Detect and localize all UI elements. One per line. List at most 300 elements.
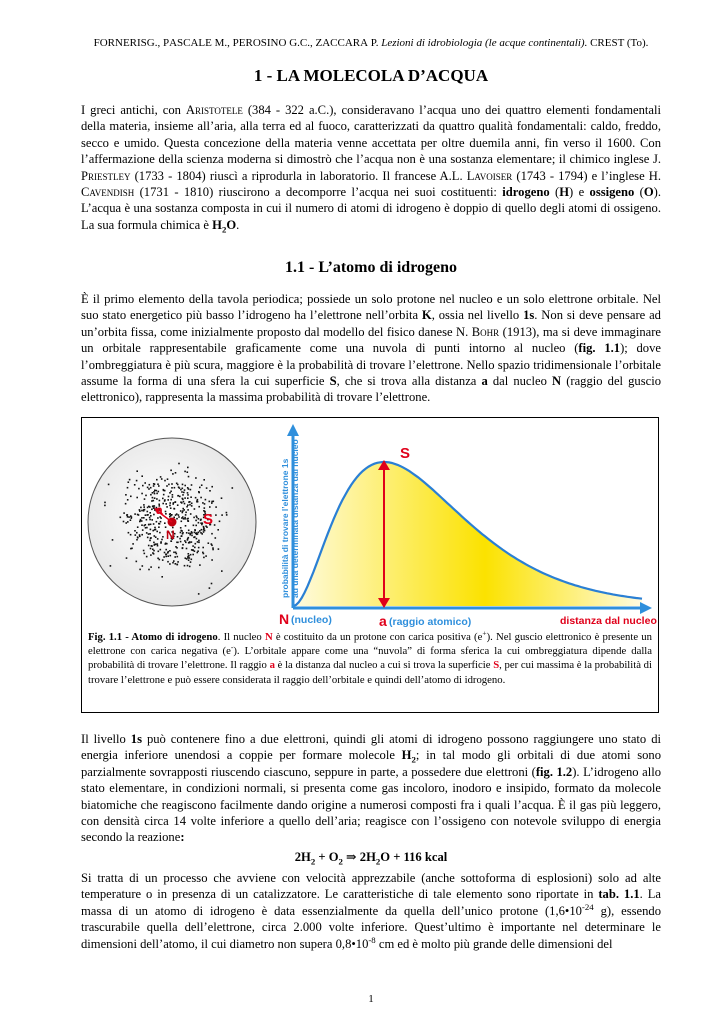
electron-dot [169,492,171,494]
electron-dot [147,537,149,539]
electron-dot [128,481,130,483]
electron-dot [183,501,185,503]
electron-dot [167,499,169,501]
electron-dot [199,487,201,489]
electron-dot [208,542,210,544]
electron-dot [191,503,193,505]
electron-dot [206,487,208,489]
electron-dot [156,479,158,481]
electron-dot [167,555,169,557]
page-number: 1 [368,993,374,1005]
electron-dot [157,483,159,485]
electron-dot [182,516,184,518]
electron-dot [143,506,145,508]
electron-dot [211,533,213,535]
axis-a-note: (raggio atomico) [389,616,472,628]
electron-dot [162,559,164,561]
electron-dot [141,534,143,536]
electron-dot [176,542,178,544]
electron-dot [150,548,152,550]
electron-dot [191,505,193,507]
electron-dot [153,483,155,485]
electron-dot [170,507,172,509]
electron-dot [160,549,162,551]
electron-dot [151,545,153,547]
electron-dot [143,510,145,512]
electron-dot [162,536,164,538]
electron-dot [167,561,169,563]
electron-dot [150,566,152,568]
electron-dot [187,504,189,506]
electron-dot [147,487,149,489]
electron-dot [204,507,206,509]
electron-dot [173,552,175,554]
electron-dot [188,537,190,539]
electron-dot [183,518,185,520]
electron-dot [175,501,177,503]
electron-dot [125,494,127,496]
electron-dot [172,503,174,505]
electron-dot [130,496,132,498]
electron-dot [179,496,181,498]
electron-dot [191,535,193,537]
electron-dot [191,484,193,486]
electron-dot [182,548,184,550]
electron-dot [191,531,193,533]
electron-dot [149,540,151,542]
electron-dot [196,500,198,502]
electron-dot [138,514,140,516]
electron-dot [176,553,178,555]
electron-dot [151,509,153,511]
electron-dot [148,533,150,535]
electron-dot [182,498,184,500]
electron-dot [209,587,211,589]
electron-dot [190,561,192,563]
electron-dot [182,512,184,514]
electron-dot [154,529,156,531]
electron-dot [145,524,147,526]
electron-dot [149,533,151,535]
electron-dot [141,475,143,477]
electron-dot [190,554,192,556]
electron-dot [182,510,184,512]
electron-dot [146,532,148,534]
electron-dot [201,484,203,486]
electron-dot [149,506,151,508]
electron-dot [154,490,156,492]
electron-dot [169,514,171,516]
reaction-equation: $2H_2 + O_2$ ⇒ $2H_2O + 116$ kcal [294,850,448,867]
electron-dot [158,485,160,487]
electron-dot [195,533,197,535]
electron-dot [221,514,223,516]
electron-dot [145,495,147,497]
electron-dot [159,559,161,561]
electron-dot [158,526,160,528]
electron-dot [187,467,189,469]
electron-dot [189,504,191,506]
electron-dot [145,527,147,529]
electron-dot [203,531,205,533]
electron-dot [128,516,130,518]
electron-dot [171,483,173,485]
electron-dot [194,532,196,534]
electron-dot [198,518,200,520]
electron-dot [170,499,172,501]
electron-dot [185,514,187,516]
electron-dot [150,554,152,556]
electron-dot [140,507,142,509]
electron-dot [178,463,180,465]
electron-dot [141,517,143,519]
electron-dot [211,583,213,585]
electron-dot [188,520,190,522]
electron-dot [215,537,217,539]
electron-dot [187,471,189,473]
electron-dot [203,529,205,531]
electron-dot [136,480,138,482]
electron-dot [154,535,156,537]
electron-dot [137,526,139,528]
electron-dot [177,536,179,538]
electron-dot [211,501,213,503]
electron-dot [199,530,201,532]
electron-dot [172,494,174,496]
electron-dot [164,552,166,554]
electron-dot [185,525,187,527]
electron-dot [141,524,143,526]
electron-dot [152,552,154,554]
electron-dot [177,561,179,563]
electron-dot [203,479,205,481]
electron-dot [146,519,148,521]
electron-dot [211,502,213,504]
electron-dot [211,543,213,545]
electron-dot [162,498,164,500]
electron-dot [198,491,200,493]
electron-dot [200,532,202,534]
intro-paragraph: I greci antichi, con Aristotele (384 - 322 a.C.), consideravano l’acqua uno dei quattro elementi fondamentali della materia, insieme all’aria, alla terra ed al fuoco, caratterizzati da quattro qualità fondamentali: caldo, freddo, secco e umido. Questa concezione della materia venne accettata per oltre duemila anni, fin verso il 1600. Con l’affermazione della scienza moderna si dimostrò che l’acqua non è una sostanza elementare; il chimico inglese J. Priestley (1733 - 1804) riuscì a riprodurla in laboratorio. Il francese A.L. Lavoiser (1743 - 1794) e l’inglese H. Cavendish (1731 - 1810) riuscirono a decomporre l’acqua nei suoi costituenti: idrogeno (H) e ossigeno (O). L’acqua è una sostanza composta in cui il numero di atomi di idrogeno è doppio di quello degli atomi di ossigeno. La sua formula chimica è $H_2O$. [81,103,662,235]
axis-N-label: N [279,611,290,627]
axis-a-label: a [379,613,387,628]
electron-dot [166,485,168,487]
electron-dot [177,504,179,506]
electron-dot [132,543,134,545]
electron-dot [158,491,160,493]
electron-dot [152,505,154,507]
electron-dot [177,556,179,558]
electron-dot [175,563,177,565]
electron-dot [152,492,154,494]
electron-dot [153,500,155,502]
electron-dot [138,488,140,490]
electron-dot [172,473,174,475]
electron-dot [158,567,160,569]
electron-dot [177,495,179,497]
electron-dot [134,484,136,486]
electron-dot [177,484,179,486]
y-axis-arrow [287,424,299,436]
electron-dot [167,478,169,480]
electron-dot [150,494,152,496]
electron-dot [195,497,197,499]
electron-dot [154,544,156,546]
electron-dot [198,542,200,544]
electron-dot [125,522,127,524]
electron-dot [221,497,223,499]
electron-dot [195,543,197,545]
electron-dot [160,476,162,478]
electron-dot [194,529,196,531]
electron-dot [129,479,131,481]
electron-dot [171,487,173,489]
electron-dot [144,482,146,484]
electron-dot [130,515,132,517]
electron-dot [187,518,189,520]
electron-dot [179,538,181,540]
electron-dot [150,524,152,526]
electron-dot [184,540,186,542]
electron-dot [169,550,171,552]
electron-dot [163,556,165,558]
electron-dot [182,544,184,546]
electron-dot [194,547,196,549]
electron-dot [178,514,180,516]
electron-dot [186,558,188,560]
electron-dot [161,539,163,541]
electron-dot [147,514,149,516]
electron-dot [127,499,129,501]
electron-dot [154,497,156,499]
electron-dot [190,513,192,515]
electron-dot [187,494,189,496]
electron-dot [135,534,137,536]
electron-dot [163,489,165,491]
electron-dot [202,502,204,504]
electron-dot [163,494,165,496]
electron-dot [143,504,145,506]
electron-dot [175,472,177,474]
electron-dot [188,559,190,561]
electron-dot [218,548,220,550]
electron-dot [127,516,129,518]
electron-dot [186,506,188,508]
electron-dot [187,565,189,567]
electron-dot [104,502,106,504]
electron-dot [217,529,219,531]
electron-dot [154,527,156,529]
electron-dot [134,513,136,515]
electron-dot [211,559,213,561]
electron-dot [195,525,197,527]
electron-dot [198,506,200,508]
electron-dot [136,561,138,563]
electron-dot [139,569,141,571]
electron-dot [150,487,152,489]
electron-dot [112,539,114,541]
electron-dot [191,541,193,543]
electron-dot [127,487,129,489]
electron-dot [188,530,190,532]
y-axis-label-2: ad una determinata distanza dal nucleo [290,439,300,598]
electron-dot [153,491,155,493]
electron-dot [175,514,177,516]
electron-dot [137,537,139,539]
electron-dot [164,522,166,524]
electron-dot [166,553,168,555]
electron-dot [136,532,138,534]
electron-dot [199,564,201,566]
electron-dot [150,529,152,531]
electron-dot [141,510,143,512]
electron-dot [172,562,174,564]
electron-dot [150,515,152,517]
electron-dot [134,530,136,532]
electron-dot [149,519,151,521]
electron-dot [184,489,186,491]
running-header: FORNERISG., PASCALE M., PEROSINO G.C., ZACCARA P. Lezioni di idrobiologia (le acque continentali). CREST (To). [93,37,649,49]
electron-dot [185,542,187,544]
electron-dot [123,521,125,523]
electron-dot [198,532,200,534]
figure-graphics [82,418,658,628]
electron-dot [170,470,172,472]
electron-dot [212,547,214,549]
electron-dot [157,538,159,540]
properties-paragraph: Si tratta di un processo che avviene con velocità apprezzabile (anche sottoforma di esplosioni) solo ad alte temperature o in presenza di un catalizzatore. Le caratteristiche di tale elemento sono riportate in tab. 1.1. La massa di un atomo di idrogeno è data essenzialmente da quella dell’unico protone ($1,6•10^{-24}$ g), essendo trascurabile quella dell’elettrone, circa 2.000 volte inferiore. Quest’ultimo è importante nel determinare le dimensioni dell’atomo, il cui diametro non supera $0,8•10^{-8}$ cm ed è molto più grande delle dimensioni del [81,871,661,951]
electron-dot [198,540,200,542]
electron-dot [146,556,148,558]
electron-dot [186,532,188,534]
electron-dot [139,510,141,512]
probability-area [293,462,642,606]
electron-dot [148,488,150,490]
cloud-label-S: S [203,511,214,528]
electron-dot [188,488,190,490]
hydrogen-paragraph: Il livello 1s può contenere fino a due elettroni, quindi gli atomi di idrogeno possono raggiungere uno stato di energia inferiore unendosi a coppie per formare molecole $H_2$; in tal modo gli orbitali di due atomi sono parzialmente sovrapposti riuscendo ciascuno, seppure in parte, a possedere due elettroni (fig. 1.2). L’idrogeno allo stato elementare, in condizioni normali, si presenta come gas incoloro, inodoro e insipido, formato da molecole biatomiche che reagiscono facilmente dando origine a numerosi composti fra i quali l’acqua. È il gas più leggero, con densità circa 14 volte inferiore a quello dell’aria; reagisce con l’ossigeno con notevole sviluppo di energia secondo la reazione: [81,732,662,845]
electron-dot [194,508,196,510]
electron-dot [169,563,171,565]
electron-dot [169,505,171,507]
electron-dot [205,555,207,557]
electron-dot [123,512,125,514]
electron-dot [166,506,168,508]
electron-dot [189,501,191,503]
electron-dot [151,519,153,521]
electron-dot [180,489,182,491]
electron-dot [160,517,162,519]
electron-dot [158,551,160,553]
electron-dot [165,513,167,515]
electron-dot [160,521,162,523]
electron-dot [149,517,151,519]
electron-dot [184,517,186,519]
electron-dot [165,556,167,558]
electron-dot [159,532,161,534]
electron-dot [197,499,199,501]
electron-dot [170,491,172,493]
figure-1-1 [81,417,659,713]
electron-dot [184,565,186,567]
electron-dot [147,511,149,513]
electron-dot [226,514,228,516]
electron-dot [141,520,143,522]
electron-dot [157,545,159,547]
electron-dot [209,490,211,492]
electron-dot [142,485,144,487]
electron-dot [157,517,159,519]
electron-dot [136,539,138,541]
electron-dot [165,549,167,551]
electron-dot [161,478,163,480]
electron-dot [136,497,138,499]
electron-dot [143,517,145,519]
electron-dot [204,503,206,505]
x-axis-label: distanza dal nucleo [560,615,657,627]
electron-dot [148,569,150,571]
electron-dot [153,514,155,516]
electron-dot [182,494,184,496]
electron-dot [185,512,187,514]
electron-dot [187,509,189,511]
electron-dot [156,490,158,492]
chapter-title: 1 - LA MOLECOLA D’ACQUA [253,66,489,85]
electron-dot [189,534,191,536]
electron-dot [203,557,205,559]
electron-dot [212,549,214,551]
electron-dot [187,556,189,558]
electron-dot [181,535,183,537]
book-title: Lezioni di idrobiologia (le acque continentali). [381,37,588,49]
electron-dot [168,496,170,498]
electron-dot [215,506,217,508]
electron-dot [169,502,171,504]
electron-dot [127,521,129,523]
electron-dot [136,470,138,472]
electron-dot [198,593,200,595]
electron-dot [145,514,147,516]
electron-dot [202,547,204,549]
electron-dot [180,510,182,512]
electron-dot [215,514,217,516]
electron-dot [182,488,184,490]
electron-dot [200,519,202,521]
electron-dot [159,500,161,502]
electron-dot [209,506,211,508]
electron-dot [181,491,183,493]
electron-dot [160,542,162,544]
electron-dot [142,529,144,531]
electron-dot [200,522,202,524]
electron-dot [152,497,154,499]
electron-dot [149,512,151,514]
electron-dot [214,524,216,526]
electron-dot [151,500,153,502]
electron-dot [192,545,194,547]
electron-dot [161,576,163,578]
electron-dot [128,532,130,534]
electron-dot [188,553,190,555]
electron-dot [186,548,188,550]
electron-dot [176,518,178,520]
figure-caption: Fig. 1.1 - Atomo di idrogeno. Il nucleo N è costituito da un protone con carica positiva (e+). Nel guscio elettronico è presente un elettrone con carica negativa (e-). L’orbitale appare come una “nuvola” di forma sferica la cui ombreggiatura dipende dalla probabilità di trovare l’elettrone. Il raggio a è la distanza dal nucleo a cui si trova la superficie S, per cui massima è la probabilità di trovare l’elettrone e può essere considerata il raggio dell’orbitale e quindi dell’atomo di idrogeno. [88,628,652,686]
peak-label-S: S [400,445,411,462]
electron-dot [182,533,184,535]
electron-dot [181,530,183,532]
electron-dot [226,512,228,514]
electron-dot [189,557,191,559]
